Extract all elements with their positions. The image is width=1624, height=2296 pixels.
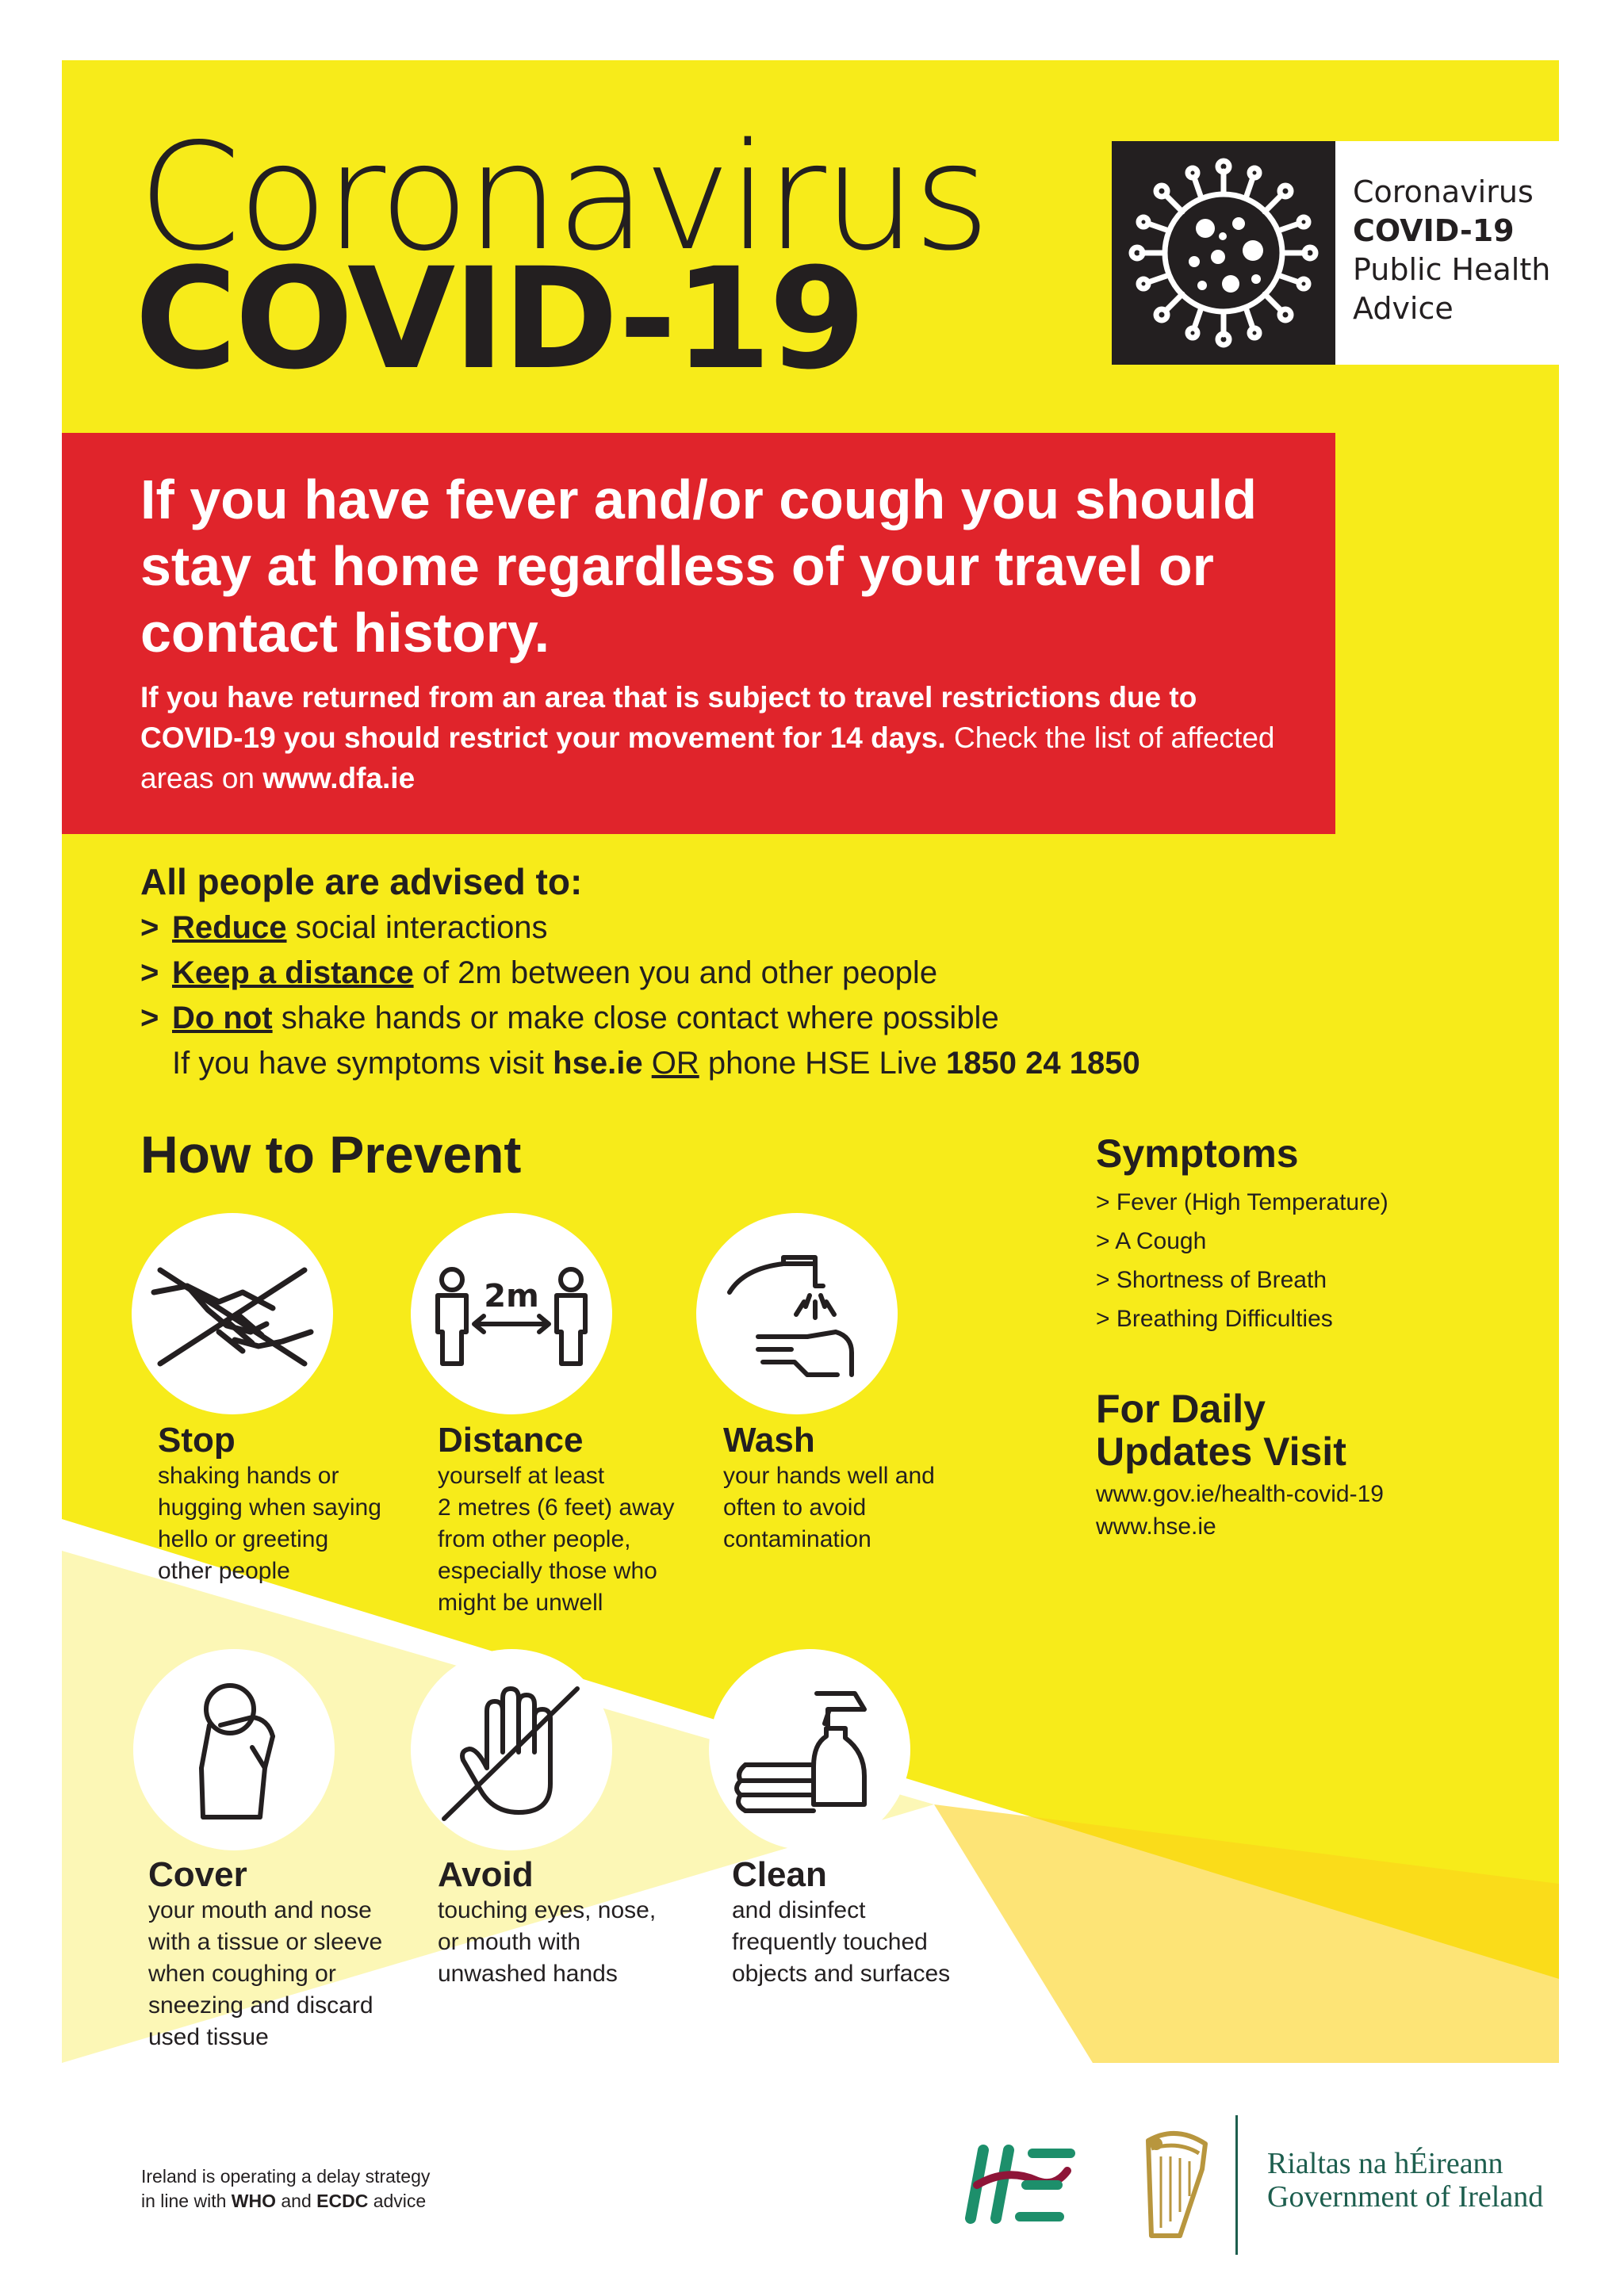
tip-title: Distance [438,1421,584,1460]
tip-line: sneezing and discard [148,1992,373,2019]
how-to-prevent-heading: How to Prevent [140,1125,522,1184]
no-handshake-icon [132,1213,333,1414]
symptom-item: > Shortness of Breath [1096,1267,1327,1293]
tip-line: yourself at least [438,1463,605,1489]
updates-title-1: For Daily [1096,1387,1266,1431]
tip-line: shaking hands or [158,1463,339,1489]
symptom-item: > Breathing Difficulties [1096,1306,1333,1332]
tip-distance [438,1421,674,1619]
hse-logo-icon [959,2136,1078,2231]
tip-line: contamination [723,1526,871,1552]
footer-note-pre: in line with [141,2191,227,2211]
tip-line: might be unwell [438,1590,603,1616]
tip-line: used tissue [148,2024,269,2050]
advice-text: social interactions [295,910,548,945]
contact-pre: If you have symptoms visit [172,1046,545,1081]
harp-emblem-icon [1132,2125,1220,2244]
tip-line: objects and surfaces [732,1961,951,1987]
updates-section [1096,1387,1384,1543]
footer-note-line-1: Ireland is operating a delay strategy [141,2166,431,2187]
tip-title: Stop [158,1421,236,1460]
hse-link[interactable]: hse.ie [553,1046,643,1081]
hand-wash-icon [696,1213,898,1414]
symptom-item: > Fever (High Temperature) [1096,1189,1388,1215]
tip-cover [148,1855,382,2053]
symptoms-section [1096,1132,1388,1338]
cough-elbow-icon [133,1649,335,1850]
gov-line-irish: Rialtas na hÉireann [1267,2147,1503,2180]
gov-of-ireland-wordmark [1267,2147,1543,2214]
footer-note [141,2164,430,2214]
title-coronavirus: Coronavirus [138,111,987,283]
tip-line: your hands well and [723,1463,935,1489]
dfa-link[interactable]: www.dfa.ie [262,762,416,794]
tip-line: with a tissue or sleeve [148,1929,383,1955]
tip-stop [158,1421,381,1587]
public-health-badge [1112,141,1559,365]
tip-line: and disinfect [732,1897,866,1923]
tip-line: 2 metres (6 feet) away [438,1494,675,1521]
badge-line-2: COVID-19 [1353,213,1515,248]
advice-emphasis: Keep a distance [172,955,414,990]
advice-item [140,905,1140,951]
contact-or: OR [651,1046,699,1081]
footer-note-who: WHO [231,2191,276,2211]
alert-sub-text: Check the list of affected areas on [140,721,1275,794]
advice-section [140,858,1140,1086]
tip-line: especially those who [438,1558,657,1584]
alert-sub-bold: If you have returned from an area that is subject to travel restrictions due to COVID-19 you should restrict your movement for 14 days. [140,681,1197,754]
footer-note-post: advice [373,2191,427,2211]
contact-mid: phone HSE Live [707,1046,937,1081]
no-touch-hand-icon [411,1649,612,1850]
alert-subtext [140,677,1282,798]
tip-line: often to avoid [723,1494,867,1521]
hse-site-link[interactable]: www.hse.ie [1096,1513,1216,1540]
advice-item [140,951,1140,996]
arrow-icon: > [140,955,159,990]
tip-line: from other people, [438,1526,631,1552]
tip-avoid [438,1855,656,1990]
alert-headline: If you have fever and/or cough you should stay at home regardless of your travel or contact history. [140,469,1257,664]
footer-note-and: and [281,2191,312,2211]
badge-line-1: Coronavirus [1353,174,1534,209]
updates-title-2: Updates Visit [1096,1429,1346,1474]
advice-title: All people are advised to: [140,861,583,902]
tip-title: Clean [732,1855,827,1894]
spray-bottle-icon [709,1649,910,1850]
badge-line-4: Advice [1353,291,1454,326]
arrow-icon: > [140,1001,159,1035]
arrow-icon: > [140,910,159,945]
gov-link[interactable]: www.gov.ie/health-covid-19 [1096,1481,1384,1507]
tip-line: other people [158,1558,290,1584]
tip-title: Avoid [438,1855,534,1894]
footer-note-ecdc: ECDC [316,2191,369,2211]
advice-item [140,996,1140,1041]
title-covid: COVID-19 [135,238,864,400]
contact-line [140,1041,1140,1086]
tip-line: touching eyes, nose, [438,1897,657,1923]
distance-2m-icon [411,1213,612,1414]
poster-background [62,60,1559,2063]
symptoms-title: Symptoms [1096,1131,1299,1176]
tip-clean [732,1855,950,1990]
tip-line: your mouth and nose [148,1897,372,1923]
hse-live-phone[interactable]: 1850 24 1850 [946,1046,1140,1081]
tip-line: or mouth with [438,1929,581,1955]
distance-2m-label: 2m [484,1278,539,1314]
advice-emphasis: Reduce [172,910,287,945]
tip-wash [723,1421,935,1556]
gov-divider [1235,2115,1238,2255]
footer-note-line-2 [141,2189,430,2214]
badge-line-3: Public Health [1353,252,1551,287]
tip-line: hugging when saying [158,1494,381,1521]
symptom-item: > A Cough [1096,1228,1207,1254]
advice-text: shake hands or make close contact where possible [281,1001,999,1035]
gov-line-english: Government of Ireland [1267,2180,1544,2214]
alert-box [62,433,1335,834]
tip-line: unwashed hands [438,1961,618,1987]
advice-emphasis: Do not [172,1001,273,1035]
badge-text [1353,173,1550,328]
advice-text: of 2m between you and other people [422,955,938,990]
virus-icon [1112,141,1335,365]
tip-line: when coughing or [148,1961,336,1987]
tip-line: hello or greeting [158,1526,329,1552]
tip-title: Cover [148,1855,247,1894]
tip-line: frequently touched [732,1929,928,1955]
tip-title: Wash [723,1421,815,1460]
